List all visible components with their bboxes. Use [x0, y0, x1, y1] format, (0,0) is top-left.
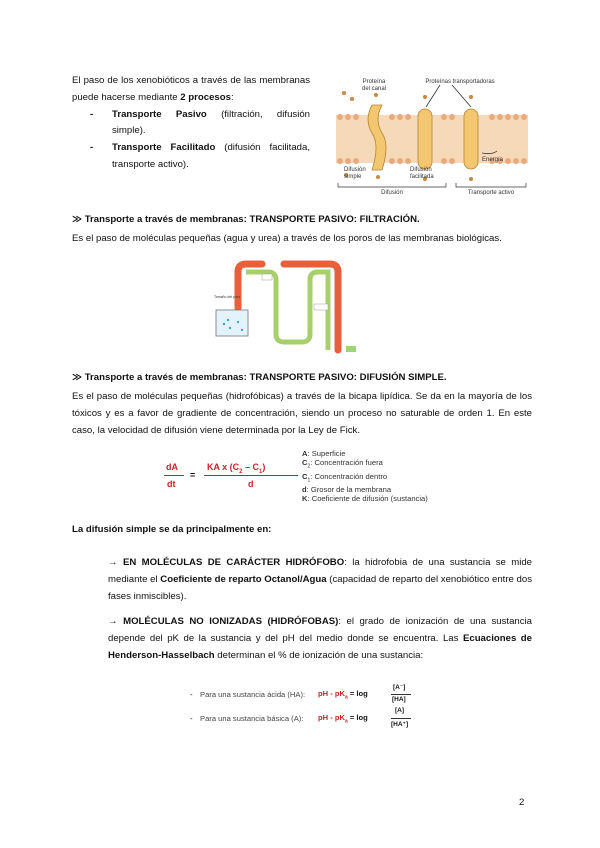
- beaker: [216, 310, 248, 336]
- fick-rhs-num: [207, 462, 265, 475]
- bullet-dash: -: [90, 108, 94, 120]
- legend-text: : Grosor de la membrana: [306, 485, 392, 495]
- green-marker: [346, 346, 356, 352]
- section-diffusion-heading: [72, 372, 447, 383]
- hh-eq-end: = log: [347, 689, 368, 698]
- item-bold-2: Coeficiente de reparto Octanol/Agua: [160, 573, 327, 585]
- page-number: 2: [519, 797, 525, 808]
- brackets: [338, 183, 526, 187]
- legend-sub: 2: [307, 463, 311, 470]
- hh-dash: -: [190, 714, 193, 723]
- section-filtration-text: Es el paso de moléculas pequeñas (agua y urea) a través de los poros de las membranas biológicas.: [72, 233, 502, 244]
- bullet-dash: -: [90, 142, 94, 154]
- hh-num: [A⁻]: [393, 684, 406, 691]
- legend-text: : Superficie: [307, 449, 346, 458]
- legend-row: [302, 485, 428, 494]
- hh-label: Para una sustancia básica (A):: [200, 714, 304, 723]
- fick-rhs-bar: [204, 475, 298, 476]
- legend-key: A: [302, 449, 308, 458]
- hh-eq: pH - pK: [318, 689, 345, 698]
- intro-bold: 2 procesos: [180, 91, 231, 103]
- item-bold: EN MOLÉCULAS DE CARÁCTER HIDRÓFOBO: [122, 557, 345, 568]
- item-text-2: determinan el % de ionización de una sustancia:: [214, 649, 424, 661]
- hh-eq: pH - pK: [318, 713, 345, 722]
- hh-eq-end: = log: [347, 713, 368, 722]
- legend-sub: 1: [307, 477, 311, 484]
- heading-text: Transporte a través de membranas: TRANSPORTE PASIVO: DIFUSIÓN SIMPLE.: [84, 372, 447, 383]
- inner-tube: [246, 272, 328, 350]
- bullet-rest: (filtración, difusión simple).: [112, 108, 310, 137]
- fick-rhs-num-a: KA x (C: [207, 462, 240, 472]
- label-carrier-proteins: Proteínas transportadoras: [425, 79, 495, 85]
- carrier-protein-1: [418, 109, 432, 169]
- section-filtration-heading: [72, 214, 420, 225]
- item-bold-2: Ecuaciones de Henderson-Hasselbach: [108, 632, 533, 661]
- fick-legend: [302, 449, 428, 503]
- heading-arrow-icon: ≫: [72, 372, 83, 383]
- label-facilitated-diffusion: Difusión facilitada: [410, 167, 434, 180]
- filtration-label: Tamaño del poro: [214, 295, 241, 299]
- legend-text: : Concentración fuera: [310, 458, 383, 467]
- carrier-protein-2: [464, 109, 478, 169]
- intro-text: El paso de los xenobióticos a través de las membranas puede hacerse mediante: [72, 75, 310, 103]
- legend-row: [302, 458, 428, 472]
- heading-text: Transporte a través de membranas: TRANSPORTE PASIVO: FILTRACIÓN.: [84, 214, 420, 225]
- bullet-bold: Transporte Pasivo: [112, 108, 207, 120]
- hh-bar: [391, 718, 411, 719]
- hh-eq-sub: a: [345, 694, 348, 701]
- hh-eq-sub: a: [345, 718, 348, 725]
- pore-label-box: [262, 274, 272, 280]
- label-simple-diffusion: Difusión simple: [344, 167, 366, 180]
- legend-key: d: [302, 485, 307, 495]
- item-text: : la hidrofobia de una sustancia se mide mediante el: [108, 557, 533, 585]
- legend-key: C: [302, 458, 308, 467]
- hh-equation: [318, 689, 368, 701]
- hh-acid-row: [190, 683, 430, 709]
- legend-row: [302, 449, 428, 458]
- hydrophobic-item: [108, 555, 532, 605]
- pore-label-box-2: [314, 304, 328, 310]
- label-diffusion: Difusión: [381, 190, 403, 195]
- intro-paragraph: [72, 73, 310, 174]
- label-active-transport: Transporte activo: [467, 190, 515, 195]
- legend-text: : Concentración dentro: [310, 471, 388, 481]
- hh-den: [HA]: [392, 696, 406, 703]
- hh-num: [A]: [395, 707, 405, 714]
- heading-arrow-icon: ≫: [72, 214, 83, 225]
- fick-sub1: 1: [259, 468, 263, 475]
- bullet-rest: (difusión facilitada, transporte activo).: [112, 142, 310, 170]
- right-arrow-icon: →: [108, 557, 118, 568]
- hh-base-row: [190, 707, 430, 733]
- fick-rhs-num-c: ): [262, 462, 266, 472]
- hh-label: Para una sustancia ácida (HA):: [200, 690, 306, 699]
- intro-colon: :: [230, 91, 234, 103]
- fick-lhs-bar: [164, 475, 184, 476]
- fick-lhs-den: dt: [167, 479, 176, 489]
- hh-equation: [318, 713, 368, 725]
- intro-bullet-2: [72, 140, 310, 174]
- legend-row: [302, 494, 428, 503]
- fick-lhs-num: dA: [166, 462, 178, 472]
- label-energy: Energía: [482, 157, 504, 163]
- filtration-figure: [210, 258, 370, 358]
- membrane-transport-figure: [332, 75, 532, 195]
- fick-rhs-den: d: [248, 479, 254, 489]
- legend-text: : Coeficiente de difusión (sustancia): [307, 494, 428, 504]
- fick-sub2: 2: [239, 468, 243, 475]
- hh-den: [HA⁺]: [391, 721, 409, 728]
- hh-dash: -: [190, 690, 193, 699]
- intro-bullet-1: [72, 107, 310, 141]
- non-ionized-item: [108, 614, 532, 664]
- fick-equation: [164, 459, 304, 495]
- label-channel-protein: Proteína del canal: [361, 79, 387, 92]
- right-arrow-icon: →: [108, 616, 118, 627]
- simple-diffusion-title: La difusión simple se da principalmente en:: [72, 524, 272, 535]
- legend-row: [302, 472, 428, 486]
- fick-equals: =: [190, 470, 196, 480]
- bullet-bold: Transporte Facilitado: [112, 142, 216, 154]
- item-bold: MOLÉCULAS NO IONIZADAS (HIDRÓFOBAS): [123, 616, 339, 627]
- legend-key: C: [302, 471, 308, 481]
- hh-bar: [391, 694, 411, 695]
- item-text-2: (capacidad de reparto del xenobiótico entre dos fases inmiscibles).: [108, 573, 532, 602]
- legend-key: K: [302, 494, 308, 504]
- item-text: : el grado de ionización de una sustancia depende del pK de la sustancia y del pH del medio donde se encuentra. Las: [108, 616, 532, 644]
- fick-rhs-num-b: – C: [242, 462, 260, 472]
- section-diffusion-text: Es el paso de moléculas pequeñas (hidrofóbicas) a través de la bicapa lipídica. Se da en la mayoría de los tóxicos y es a favor de gradiente de concentración, siendo un proceso no saturable de orden 1. En este caso, la velocidad de difusión viene determinada por la Ley de Fick.: [72, 391, 532, 436]
